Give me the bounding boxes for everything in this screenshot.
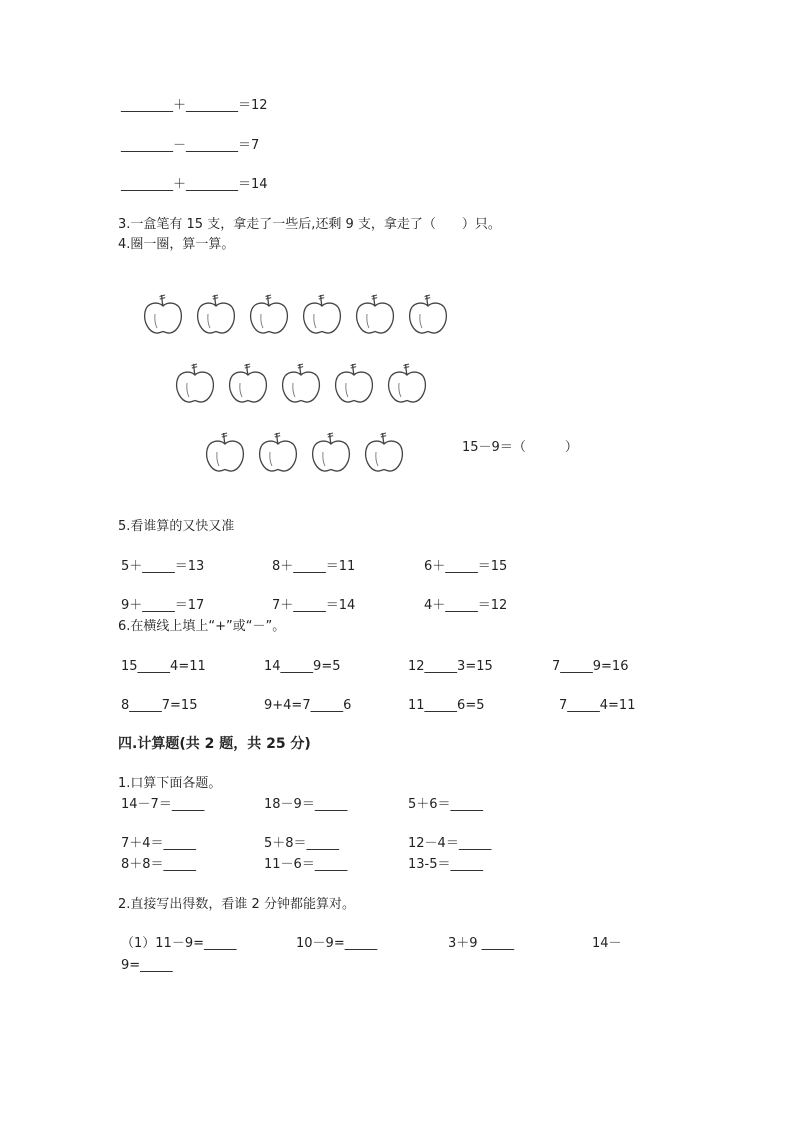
question-6-title: 6.在横线上填上“+”或“－”。 bbox=[118, 619, 286, 634]
apple-icon bbox=[204, 430, 246, 474]
apple-icon bbox=[257, 430, 299, 474]
q5-item: 6＋_____＝15 bbox=[424, 559, 508, 574]
q6-item: 7_____4=11 bbox=[559, 698, 636, 713]
apple-icon bbox=[363, 430, 405, 474]
equation-line: ________＋________＝12 bbox=[121, 98, 268, 113]
s4-q2-item: 10－9=_____ bbox=[296, 936, 378, 951]
q4-equation: 15－9＝（ ） bbox=[462, 440, 578, 455]
q6-item: 15_____4=11 bbox=[121, 659, 206, 674]
q6-item: 12_____3=15 bbox=[408, 659, 493, 674]
q5-item: 5＋_____＝13 bbox=[121, 559, 205, 574]
q5-item: 9＋_____＝17 bbox=[121, 598, 205, 613]
q5-item: 7＋_____＝14 bbox=[272, 598, 356, 613]
equation-line: ________－________＝7 bbox=[121, 138, 260, 153]
q6-item: 11_____6=5 bbox=[408, 698, 485, 713]
apple-icon bbox=[354, 292, 396, 336]
apple-icon bbox=[174, 361, 216, 405]
apple-icon bbox=[142, 292, 184, 336]
s4-q2-item: 3＋9 _____ bbox=[448, 936, 515, 951]
equation-line: ________＋________＝14 bbox=[121, 177, 268, 192]
s4-q1-item: 14－7＝_____ bbox=[121, 797, 205, 812]
q5-item: 4＋_____＝12 bbox=[424, 598, 508, 613]
question-5-title: 5.看谁算的又快又准 bbox=[118, 519, 235, 534]
q5-item: 8＋_____＝11 bbox=[272, 559, 356, 574]
question-3: 3.一盒笔有 15 支，拿走了一些后,还剩 9 支，拿走了（ ）只。 bbox=[118, 217, 501, 232]
s4-q1-item: 8＋8＝_____ bbox=[121, 857, 197, 872]
apple-icon bbox=[310, 430, 352, 474]
s4-q1-item: 5＋8＝_____ bbox=[264, 836, 340, 851]
s4-question-1-title: 1.口算下面各题。 bbox=[118, 776, 222, 791]
section-4-heading: 四.计算题(共 2 题，共 25 分) bbox=[118, 736, 311, 752]
s4-q2-item: 14－ bbox=[592, 936, 622, 951]
apple-icon bbox=[280, 361, 322, 405]
apple-icon bbox=[407, 292, 449, 336]
s4-q1-item: 13-5＝_____ bbox=[408, 857, 484, 872]
apple-icon bbox=[248, 292, 290, 336]
q6-item: 9+4=7_____6 bbox=[264, 698, 352, 713]
s4-q1-item: 11－6＝_____ bbox=[264, 857, 348, 872]
apple-icon bbox=[195, 292, 237, 336]
apple-icon bbox=[301, 292, 343, 336]
apple-icon bbox=[333, 361, 375, 405]
q6-item: 8_____7=15 bbox=[121, 698, 198, 713]
apple-icon bbox=[386, 361, 428, 405]
q6-item: 7_____9=16 bbox=[552, 659, 629, 674]
s4-q2-item-wrap: 9=_____ bbox=[121, 958, 173, 973]
s4-q1-item: 7＋4＝_____ bbox=[121, 836, 197, 851]
s4-q2-item: （1）11－9=_____ bbox=[121, 936, 237, 951]
q6-item: 14_____9=5 bbox=[264, 659, 341, 674]
s4-question-2-title: 2.直接写出得数，看谁 2 分钟都能算对。 bbox=[118, 897, 355, 912]
s4-q1-item: 18－9＝_____ bbox=[264, 797, 348, 812]
s4-q1-item: 5＋6＝_____ bbox=[408, 797, 484, 812]
question-4-title: 4.圈一圈，算一算。 bbox=[118, 237, 235, 252]
s4-q1-item: 12－4＝_____ bbox=[408, 836, 492, 851]
apple-icon bbox=[227, 361, 269, 405]
